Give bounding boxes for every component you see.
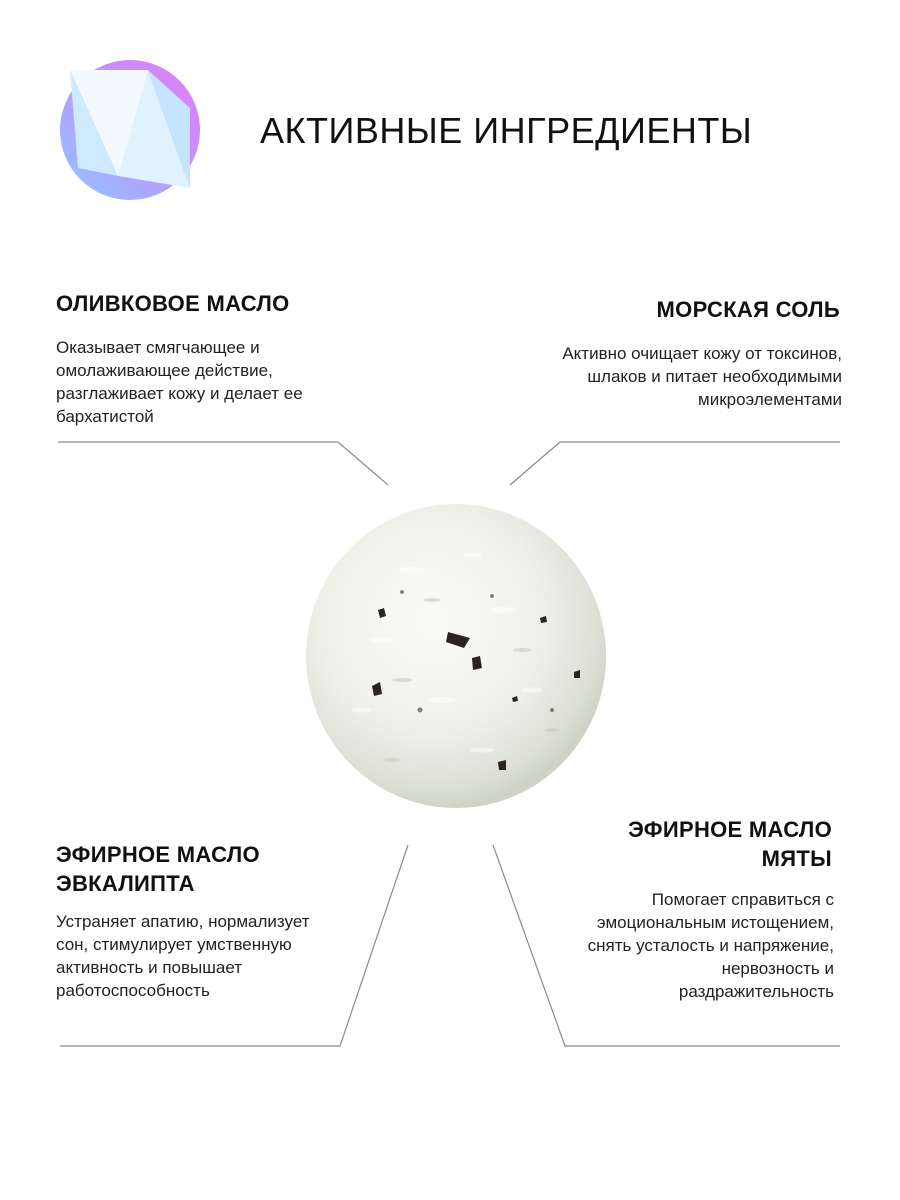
connector-line-mint-oil <box>493 845 840 1046</box>
ingredient-title-olive-oil: ОЛИВКОВОЕ МАСЛО <box>56 291 290 316</box>
connector-line-sea-salt <box>510 442 840 485</box>
ingredient-desc-sea-salt: Активно очищает кожу от токсинов, шлаков и питает необходимыми микроэлементами <box>562 344 842 409</box>
ingredient-title-sea-salt: МОРСКАЯ СОЛЬ <box>656 297 840 322</box>
connector-line-eucalyptus-oil <box>60 845 408 1046</box>
page-title: АКТИВНЫЕ ИНГРЕДИЕНТЫ <box>260 110 753 151</box>
ingredient-desc-mint-oil: Помогает справиться с эмоциональным истощением, снять усталость и напряжение, нервозность и раздражительность <box>587 890 834 1001</box>
ingredient-desc-olive-oil: Оказывает смягчающее и омолаживающее действие, разглаживает кожу и делает ее бархатистой <box>56 338 303 426</box>
bath-bomb-image <box>302 500 610 812</box>
ingredient-title-mint-oil: ЭФИРНОЕ МАСЛО МЯТЫ <box>628 817 832 871</box>
ingredient-title-eucalyptus-oil: ЭФИРНОЕ МАСЛО ЭВКАЛИПТА <box>56 842 260 896</box>
ingredient-desc-eucalyptus-oil: Устраняет апатию, нормализует сон, стимулирует умственную активность и повышает работоспособность <box>56 912 310 1000</box>
connector-line-olive-oil <box>58 442 388 485</box>
